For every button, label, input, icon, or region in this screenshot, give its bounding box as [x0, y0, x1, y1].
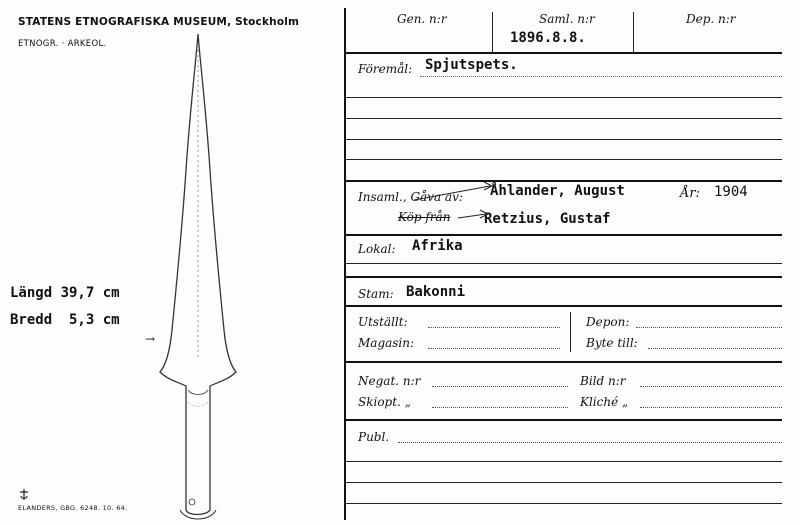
insaml-label: Insaml., Gåva av:: [358, 190, 463, 204]
department-label: ETNOGR. · ARKEOL.: [18, 39, 107, 49]
kop-fran-label: Köp från: [398, 210, 451, 224]
section-line: [346, 419, 782, 421]
lokal-label: Lokal:: [358, 242, 396, 256]
saml-nr-value: 1896.8.8.: [510, 30, 586, 46]
skiopt-label: Skiopt. „: [358, 395, 411, 409]
bild-label: Bild n:r: [580, 374, 626, 388]
row-line: [346, 503, 782, 504]
foremal-label: Föremål:: [358, 62, 413, 76]
row-line: [346, 482, 782, 483]
museum-city: Stockholm: [235, 16, 300, 28]
insaml-value: Åhlander, August: [490, 183, 625, 199]
negat-dotted: [432, 386, 568, 387]
header-divider: [492, 12, 493, 52]
header-divider: [633, 12, 634, 52]
museum-name: [18, 16, 299, 28]
magasin-dotted: [428, 348, 560, 349]
printer-logo-icon: [18, 488, 30, 502]
negat-label: Negat. n:r: [358, 374, 421, 388]
section-line: [346, 305, 782, 307]
byte-till-label: Byte till:: [586, 336, 638, 350]
row-line: [346, 139, 782, 140]
magasin-label: Magasin:: [358, 336, 415, 350]
foremal-dotted: [420, 76, 782, 77]
stam-label: Stam:: [358, 287, 394, 301]
card-left-border: [344, 8, 346, 520]
gen-nr-label: Gen. n:r: [397, 12, 447, 26]
kliche-label: Kliché „: [580, 395, 629, 409]
bild-dotted: [640, 386, 782, 387]
width-measure: Bredd 5,3 cm: [10, 312, 120, 328]
byte-till-dotted: [648, 348, 782, 349]
header-bottom-line: [346, 52, 782, 54]
spearhead-drawing: [130, 30, 250, 522]
kliche-dotted: [640, 407, 782, 408]
kop-fran-value: Retzius, Gustaf: [484, 211, 611, 227]
depon-dotted: [636, 327, 782, 328]
utstallt-dotted: [428, 327, 560, 328]
museum-name-text: STATENS ETNOGRAFISKA MUSEUM,: [18, 16, 232, 28]
foremal-value: Spjutspets.: [425, 57, 518, 73]
ar-value: 1904: [714, 184, 748, 200]
length-measure: Längd 39,7 cm: [10, 285, 120, 301]
section-line: [346, 361, 782, 363]
stam-value: Bakonni: [406, 284, 466, 300]
publ-dotted: [398, 442, 782, 443]
utstallt-label: Utställt:: [358, 315, 408, 329]
skiopt-dotted: [432, 407, 568, 408]
publ-label: Publ.: [358, 430, 390, 444]
row-line: [346, 118, 782, 119]
dep-nr-label: Dep. n:r: [686, 12, 736, 26]
saml-nr-label: Saml. n:r: [539, 12, 595, 26]
printer-line: ELANDERS, GBG. 6248. 10. 64.: [18, 504, 128, 512]
lokal-value: Afrika: [412, 238, 463, 254]
storage-divider: [570, 312, 571, 352]
section-line: [346, 276, 782, 278]
arrow-icon: →: [145, 332, 156, 346]
row-line: [346, 263, 782, 264]
row-line: [346, 97, 782, 98]
depon-label: Depon:: [586, 315, 630, 329]
ar-label: År:: [680, 186, 700, 201]
correction-arrows: [410, 180, 500, 220]
row-line: [346, 461, 782, 462]
row-line: [346, 159, 782, 160]
section-line: [346, 234, 782, 236]
